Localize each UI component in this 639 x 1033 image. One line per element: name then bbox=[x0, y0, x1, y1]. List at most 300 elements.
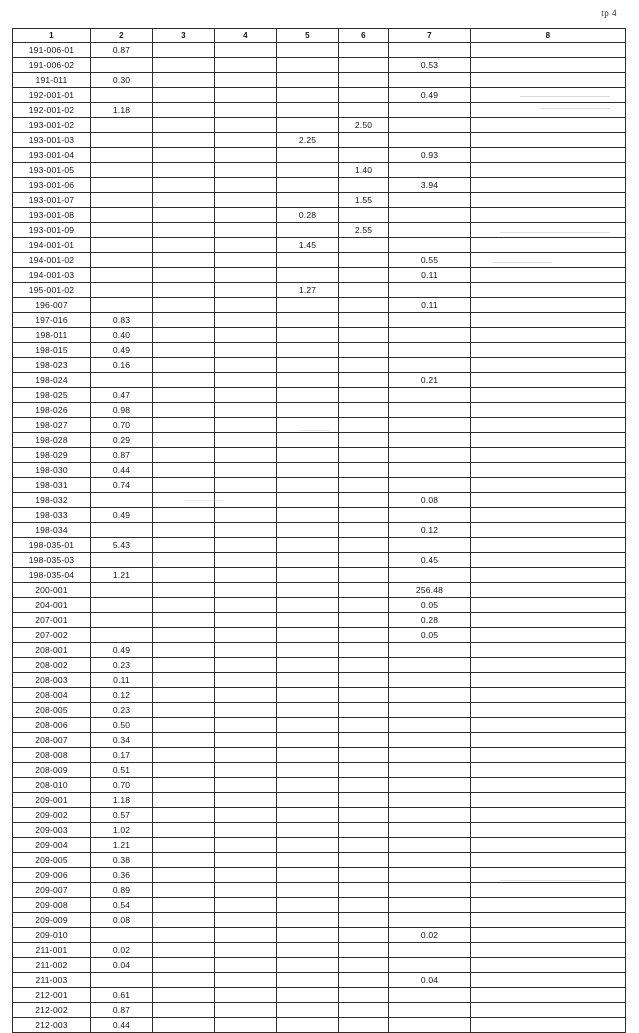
value-cell: 0.34 bbox=[91, 733, 153, 748]
value-cell bbox=[339, 73, 389, 88]
value-cell bbox=[339, 703, 389, 718]
value-cell bbox=[339, 133, 389, 148]
value-cell: 0.70 bbox=[91, 778, 153, 793]
value-cell bbox=[153, 373, 215, 388]
value-cell bbox=[153, 838, 215, 853]
row-code-cell: 209-010 bbox=[13, 928, 91, 943]
value-cell bbox=[471, 463, 626, 478]
row-code-cell: 208-009 bbox=[13, 763, 91, 778]
value-cell bbox=[471, 163, 626, 178]
value-cell bbox=[339, 538, 389, 553]
value-cell bbox=[153, 178, 215, 193]
value-cell bbox=[339, 1003, 389, 1018]
value-cell bbox=[339, 853, 389, 868]
value-cell bbox=[153, 628, 215, 643]
value-cell bbox=[471, 403, 626, 418]
value-cell bbox=[153, 238, 215, 253]
value-cell bbox=[215, 298, 277, 313]
value-cell bbox=[215, 853, 277, 868]
table-row bbox=[13, 973, 626, 988]
row-code-cell: 208-002 bbox=[13, 658, 91, 673]
value-cell bbox=[471, 253, 626, 268]
value-cell: 0.98 bbox=[91, 403, 153, 418]
value-cell bbox=[277, 943, 339, 958]
value-cell: 0.02 bbox=[91, 943, 153, 958]
value-cell bbox=[277, 628, 339, 643]
value-cell bbox=[91, 598, 153, 613]
table-row bbox=[13, 508, 626, 523]
value-cell bbox=[215, 988, 277, 1003]
value-cell bbox=[91, 238, 153, 253]
value-cell: 0.28 bbox=[389, 613, 471, 628]
value-cell bbox=[389, 508, 471, 523]
page-label: tp 4 bbox=[601, 8, 617, 18]
value-cell bbox=[471, 928, 626, 943]
value-cell: 0.44 bbox=[91, 463, 153, 478]
value-cell bbox=[215, 463, 277, 478]
value-cell bbox=[339, 373, 389, 388]
value-cell bbox=[277, 868, 339, 883]
table-row bbox=[13, 688, 626, 703]
value-cell bbox=[471, 268, 626, 283]
value-cell bbox=[471, 238, 626, 253]
value-cell bbox=[91, 133, 153, 148]
value-cell bbox=[153, 523, 215, 538]
table-row bbox=[13, 553, 626, 568]
value-cell bbox=[277, 493, 339, 508]
value-cell bbox=[153, 598, 215, 613]
value-cell bbox=[471, 313, 626, 328]
value-cell bbox=[389, 823, 471, 838]
value-cell bbox=[471, 148, 626, 163]
value-cell bbox=[277, 88, 339, 103]
value-cell bbox=[389, 718, 471, 733]
value-cell bbox=[471, 178, 626, 193]
value-cell bbox=[471, 973, 626, 988]
value-cell bbox=[339, 613, 389, 628]
value-cell bbox=[153, 568, 215, 583]
value-cell bbox=[471, 508, 626, 523]
value-cell bbox=[215, 733, 277, 748]
table-row bbox=[13, 313, 626, 328]
table-row bbox=[13, 523, 626, 538]
table-row bbox=[13, 1018, 626, 1033]
value-cell bbox=[339, 343, 389, 358]
value-cell bbox=[215, 493, 277, 508]
value-cell bbox=[215, 553, 277, 568]
value-cell bbox=[153, 133, 215, 148]
column-header: 8 bbox=[471, 29, 626, 43]
value-cell bbox=[153, 553, 215, 568]
value-cell bbox=[277, 193, 339, 208]
column-header: 3 bbox=[153, 29, 215, 43]
value-cell bbox=[215, 643, 277, 658]
value-cell bbox=[277, 613, 339, 628]
value-cell bbox=[277, 178, 339, 193]
row-code-cell: 193-001-04 bbox=[13, 148, 91, 163]
value-cell bbox=[389, 913, 471, 928]
value-cell bbox=[153, 43, 215, 58]
row-code-cell: 198-031 bbox=[13, 478, 91, 493]
value-cell: 0.70 bbox=[91, 418, 153, 433]
value-cell bbox=[215, 808, 277, 823]
value-cell bbox=[339, 493, 389, 508]
value-cell bbox=[91, 88, 153, 103]
value-cell bbox=[339, 808, 389, 823]
value-cell bbox=[215, 898, 277, 913]
row-code-cell: 193-001-07 bbox=[13, 193, 91, 208]
value-cell bbox=[339, 403, 389, 418]
table-row bbox=[13, 568, 626, 583]
table-row bbox=[13, 178, 626, 193]
value-cell bbox=[153, 223, 215, 238]
value-cell bbox=[91, 208, 153, 223]
value-cell bbox=[215, 793, 277, 808]
value-cell bbox=[277, 853, 339, 868]
table-row bbox=[13, 598, 626, 613]
value-cell: 0.11 bbox=[91, 673, 153, 688]
value-cell bbox=[389, 103, 471, 118]
value-cell bbox=[215, 778, 277, 793]
value-cell bbox=[389, 703, 471, 718]
table-row bbox=[13, 673, 626, 688]
table-row bbox=[13, 448, 626, 463]
value-cell bbox=[339, 733, 389, 748]
value-cell bbox=[215, 628, 277, 643]
row-code-cell: 198-035-01 bbox=[13, 538, 91, 553]
value-cell bbox=[389, 328, 471, 343]
value-cell bbox=[471, 778, 626, 793]
value-cell bbox=[471, 433, 626, 448]
value-cell: 0.51 bbox=[91, 763, 153, 778]
value-cell bbox=[339, 328, 389, 343]
row-code-cell: 208-004 bbox=[13, 688, 91, 703]
row-code-cell: 198-034 bbox=[13, 523, 91, 538]
value-cell bbox=[91, 613, 153, 628]
row-code-cell: 192-001-02 bbox=[13, 103, 91, 118]
value-cell bbox=[277, 733, 339, 748]
value-cell bbox=[153, 958, 215, 973]
value-cell bbox=[215, 538, 277, 553]
value-cell bbox=[389, 838, 471, 853]
value-cell bbox=[389, 943, 471, 958]
value-cell bbox=[389, 163, 471, 178]
value-cell bbox=[277, 658, 339, 673]
value-cell bbox=[215, 148, 277, 163]
value-cell: 1.18 bbox=[91, 103, 153, 118]
value-cell bbox=[339, 58, 389, 73]
value-cell bbox=[153, 268, 215, 283]
value-cell bbox=[91, 178, 153, 193]
value-cell bbox=[471, 328, 626, 343]
value-cell bbox=[215, 673, 277, 688]
value-cell bbox=[339, 283, 389, 298]
value-cell bbox=[277, 298, 339, 313]
value-cell bbox=[277, 433, 339, 448]
value-cell bbox=[91, 928, 153, 943]
value-cell bbox=[339, 928, 389, 943]
value-cell: 0.05 bbox=[389, 598, 471, 613]
value-cell bbox=[277, 568, 339, 583]
value-cell bbox=[215, 118, 277, 133]
value-cell bbox=[471, 823, 626, 838]
value-cell: 5.43 bbox=[91, 538, 153, 553]
table-row bbox=[13, 1003, 626, 1018]
value-cell: 2.25 bbox=[277, 133, 339, 148]
value-cell bbox=[339, 598, 389, 613]
value-cell bbox=[153, 583, 215, 598]
value-cell bbox=[389, 568, 471, 583]
value-cell bbox=[389, 538, 471, 553]
table-row bbox=[13, 118, 626, 133]
value-cell bbox=[153, 463, 215, 478]
value-cell bbox=[389, 313, 471, 328]
value-cell bbox=[339, 448, 389, 463]
value-cell bbox=[471, 673, 626, 688]
value-cell bbox=[339, 628, 389, 643]
row-code-cell: 194-001-02 bbox=[13, 253, 91, 268]
value-cell bbox=[339, 748, 389, 763]
value-cell: 0.02 bbox=[389, 928, 471, 943]
value-cell bbox=[153, 868, 215, 883]
table-row bbox=[13, 58, 626, 73]
value-cell bbox=[91, 283, 153, 298]
value-cell bbox=[215, 238, 277, 253]
value-cell: 0.12 bbox=[389, 523, 471, 538]
row-code-cell: 198-023 bbox=[13, 358, 91, 373]
value-cell bbox=[471, 943, 626, 958]
value-cell bbox=[277, 58, 339, 73]
table-row bbox=[13, 193, 626, 208]
row-code-cell: 196-007 bbox=[13, 298, 91, 313]
value-cell: 0.23 bbox=[91, 703, 153, 718]
value-cell bbox=[339, 673, 389, 688]
table-row bbox=[13, 298, 626, 313]
value-cell: 0.49 bbox=[91, 643, 153, 658]
value-cell bbox=[153, 193, 215, 208]
row-code-cell: 209-009 bbox=[13, 913, 91, 928]
row-code-cell: 198-015 bbox=[13, 343, 91, 358]
row-code-cell: 192-001-01 bbox=[13, 88, 91, 103]
value-cell: 0.87 bbox=[91, 448, 153, 463]
table-row bbox=[13, 913, 626, 928]
value-cell bbox=[153, 658, 215, 673]
value-cell: 0.57 bbox=[91, 808, 153, 823]
value-cell bbox=[215, 823, 277, 838]
value-cell: 0.04 bbox=[91, 958, 153, 973]
value-cell: 0.87 bbox=[91, 43, 153, 58]
value-cell bbox=[339, 643, 389, 658]
value-cell bbox=[277, 313, 339, 328]
value-cell bbox=[389, 223, 471, 238]
value-cell: 0.11 bbox=[389, 268, 471, 283]
value-cell bbox=[389, 118, 471, 133]
value-cell bbox=[389, 343, 471, 358]
value-cell bbox=[389, 193, 471, 208]
value-cell bbox=[389, 73, 471, 88]
value-cell: 0.54 bbox=[91, 898, 153, 913]
value-cell bbox=[471, 568, 626, 583]
value-cell bbox=[91, 583, 153, 598]
value-cell: 0.28 bbox=[277, 208, 339, 223]
value-cell bbox=[215, 88, 277, 103]
value-cell bbox=[339, 103, 389, 118]
value-cell bbox=[471, 628, 626, 643]
value-cell bbox=[339, 718, 389, 733]
value-cell bbox=[153, 448, 215, 463]
row-code-cell: 209-004 bbox=[13, 838, 91, 853]
value-cell: 0.87 bbox=[91, 1003, 153, 1018]
value-cell bbox=[153, 478, 215, 493]
value-cell bbox=[277, 523, 339, 538]
value-cell bbox=[471, 208, 626, 223]
value-cell bbox=[389, 958, 471, 973]
table-row bbox=[13, 268, 626, 283]
value-cell bbox=[277, 1003, 339, 1018]
value-cell bbox=[277, 673, 339, 688]
value-cell bbox=[215, 448, 277, 463]
value-cell bbox=[339, 898, 389, 913]
value-cell bbox=[215, 973, 277, 988]
table-header-row bbox=[13, 29, 626, 43]
row-code-cell: 208-010 bbox=[13, 778, 91, 793]
value-cell bbox=[389, 208, 471, 223]
value-cell bbox=[389, 898, 471, 913]
column-header: 4 bbox=[215, 29, 277, 43]
row-code-cell: 198-011 bbox=[13, 328, 91, 343]
value-cell bbox=[339, 868, 389, 883]
value-cell bbox=[389, 433, 471, 448]
value-cell bbox=[153, 898, 215, 913]
value-cell bbox=[471, 1018, 626, 1033]
row-code-cell: 198-025 bbox=[13, 388, 91, 403]
value-cell bbox=[153, 328, 215, 343]
value-cell bbox=[339, 148, 389, 163]
value-cell bbox=[471, 388, 626, 403]
value-cell bbox=[471, 58, 626, 73]
table-row bbox=[13, 763, 626, 778]
row-code-cell: 207-001 bbox=[13, 613, 91, 628]
value-cell bbox=[339, 268, 389, 283]
value-cell bbox=[153, 778, 215, 793]
value-cell bbox=[339, 388, 389, 403]
table-row bbox=[13, 493, 626, 508]
value-cell bbox=[339, 658, 389, 673]
row-code-cell: 198-035-03 bbox=[13, 553, 91, 568]
value-cell bbox=[215, 208, 277, 223]
row-code-cell: 198-029 bbox=[13, 448, 91, 463]
row-code-cell: 198-024 bbox=[13, 373, 91, 388]
table-body bbox=[13, 43, 626, 1033]
value-cell: 1.27 bbox=[277, 283, 339, 298]
value-cell bbox=[471, 643, 626, 658]
value-cell bbox=[277, 508, 339, 523]
value-cell bbox=[277, 553, 339, 568]
value-cell bbox=[389, 643, 471, 658]
table-row bbox=[13, 643, 626, 658]
value-cell: 0.50 bbox=[91, 718, 153, 733]
row-code-cell: 209-002 bbox=[13, 808, 91, 823]
value-cell bbox=[277, 808, 339, 823]
value-cell bbox=[215, 688, 277, 703]
value-cell bbox=[153, 763, 215, 778]
value-cell bbox=[153, 703, 215, 718]
value-cell bbox=[215, 1018, 277, 1033]
value-cell bbox=[215, 388, 277, 403]
value-cell bbox=[471, 73, 626, 88]
value-cell bbox=[389, 988, 471, 1003]
table-row bbox=[13, 703, 626, 718]
value-cell bbox=[91, 253, 153, 268]
value-cell bbox=[277, 643, 339, 658]
row-code-cell: 211-001 bbox=[13, 943, 91, 958]
value-cell bbox=[339, 508, 389, 523]
value-cell bbox=[215, 58, 277, 73]
value-cell bbox=[277, 463, 339, 478]
value-cell: 0.47 bbox=[91, 388, 153, 403]
table-row bbox=[13, 43, 626, 58]
value-cell bbox=[339, 418, 389, 433]
column-header: 7 bbox=[389, 29, 471, 43]
value-cell: 1.18 bbox=[91, 793, 153, 808]
value-cell bbox=[153, 88, 215, 103]
value-cell bbox=[471, 193, 626, 208]
row-code-cell: 191-011 bbox=[13, 73, 91, 88]
value-cell bbox=[91, 373, 153, 388]
value-cell: 0.23 bbox=[91, 658, 153, 673]
value-cell bbox=[91, 163, 153, 178]
table-row bbox=[13, 388, 626, 403]
row-code-cell: 198-026 bbox=[13, 403, 91, 418]
value-cell bbox=[91, 268, 153, 283]
value-cell bbox=[277, 538, 339, 553]
row-code-cell: 193-001-05 bbox=[13, 163, 91, 178]
value-cell: 0.83 bbox=[91, 313, 153, 328]
row-code-cell: 200-001 bbox=[13, 583, 91, 598]
value-cell bbox=[215, 763, 277, 778]
value-cell bbox=[389, 238, 471, 253]
value-cell bbox=[215, 583, 277, 598]
value-cell bbox=[153, 508, 215, 523]
value-cell bbox=[339, 583, 389, 598]
value-cell bbox=[153, 673, 215, 688]
value-cell bbox=[389, 688, 471, 703]
value-cell bbox=[153, 433, 215, 448]
value-cell bbox=[153, 403, 215, 418]
value-cell bbox=[277, 163, 339, 178]
value-cell: 1.45 bbox=[277, 238, 339, 253]
value-cell: 1.55 bbox=[339, 193, 389, 208]
table-row bbox=[13, 478, 626, 493]
value-cell bbox=[153, 313, 215, 328]
table-row bbox=[13, 328, 626, 343]
value-cell bbox=[471, 553, 626, 568]
value-cell bbox=[471, 913, 626, 928]
value-cell bbox=[471, 448, 626, 463]
table-row bbox=[13, 283, 626, 298]
value-cell bbox=[471, 103, 626, 118]
value-cell: 0.36 bbox=[91, 868, 153, 883]
value-cell bbox=[277, 388, 339, 403]
row-code-cell: 211-002 bbox=[13, 958, 91, 973]
table-row bbox=[13, 418, 626, 433]
value-cell bbox=[153, 118, 215, 133]
value-cell bbox=[471, 523, 626, 538]
value-cell bbox=[153, 283, 215, 298]
table-row bbox=[13, 403, 626, 418]
table-row bbox=[13, 88, 626, 103]
value-cell bbox=[339, 433, 389, 448]
